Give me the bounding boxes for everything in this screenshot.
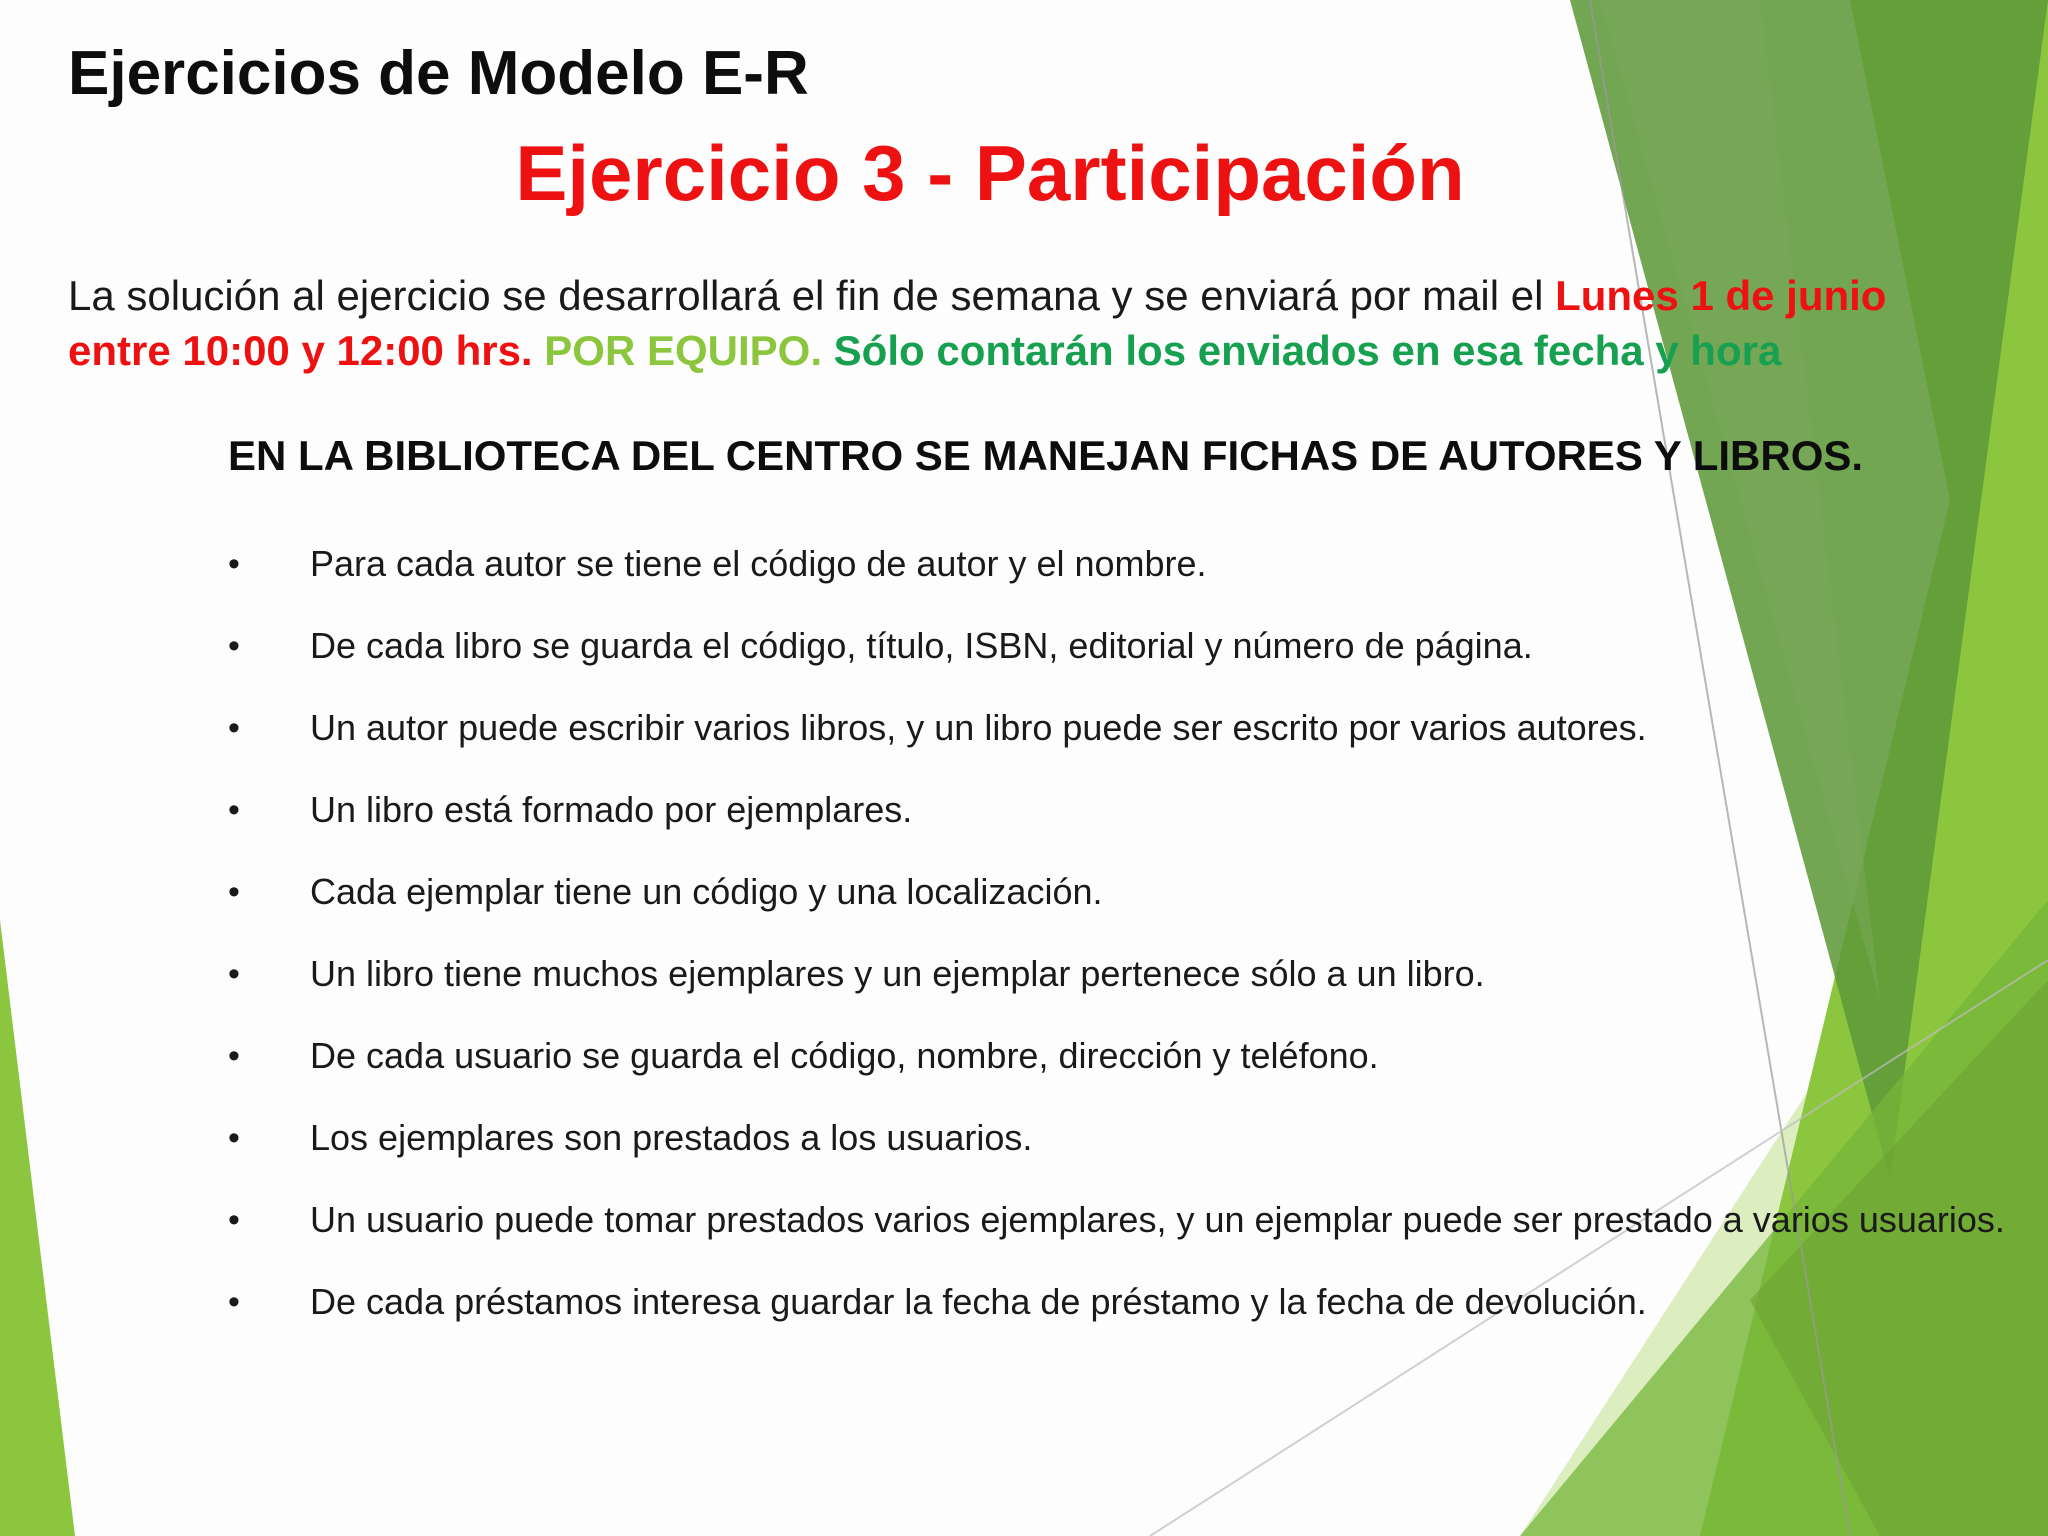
- list-item-text: Para cada autor se tiene el código de autor y el nombre.: [310, 543, 1207, 584]
- notice-text: La solución al ejercicio se desarrollará el fin de semana y se enviará por mail el: [68, 272, 1556, 319]
- bullet-icon: •: [228, 873, 240, 911]
- bullet-icon: •: [228, 1283, 240, 1321]
- exercise-title: Ejercicio 3 - Participación: [515, 129, 1465, 217]
- bullet-icon: •: [228, 545, 240, 583]
- list-item-text: De cada préstamos interesa guardar la fecha de préstamo y la fecha de devolución.: [310, 1281, 1647, 1322]
- notice-condition: Sólo contarán los enviados en esa fecha y hora: [833, 327, 1782, 374]
- list-item-text: Un usuario puede tomar prestados varios ejemplares, y un ejemplar puede ser prestado a varios usuarios.: [310, 1199, 2005, 1240]
- list-item: [228, 1114, 2028, 1162]
- list-item-text: Un libro está formado por ejemplares.: [310, 789, 913, 830]
- notice-deadline: Lunes 1 de junio entre 10:00 y 12:00 hrs.: [68, 272, 1887, 374]
- bullet-icon: •: [228, 791, 240, 829]
- list-item-text: Un libro tiene muchos ejemplares y un ejemplar pertenece sólo a un libro.: [310, 953, 1485, 994]
- list-item-text: Un autor puede escribir varios libros, y un libro puede ser escrito por varios autores.: [310, 707, 1647, 748]
- list-item: [228, 1196, 2028, 1244]
- list-item-text: De cada libro se guarda el código, título, ISBN, editorial y número de página.: [310, 625, 1533, 666]
- list-item: [228, 786, 2028, 834]
- bullet-icon: •: [228, 709, 240, 747]
- list-item: [228, 868, 2028, 916]
- list-item: [228, 704, 2028, 752]
- list-item: [228, 1032, 2028, 1080]
- bullet-icon: •: [228, 1119, 240, 1157]
- requirements-list: [228, 540, 2028, 1360]
- problem-heading: EN LA BIBLIOTECA DEL CENTRO SE MANEJAN FICHAS DE AUTORES Y LIBROS.: [228, 432, 1864, 479]
- list-item-text: De cada usuario se guarda el código, nombre, dirección y teléfono.: [310, 1035, 1379, 1076]
- list-item: [228, 1278, 2028, 1326]
- bullet-icon: •: [228, 1037, 240, 1075]
- submission-notice: [68, 268, 1968, 378]
- list-item: [228, 622, 2028, 670]
- list-item: [228, 950, 2028, 998]
- list-item-text: Cada ejemplar tiene un código y una localización.: [310, 871, 1103, 912]
- bullet-icon: •: [228, 627, 240, 665]
- slide-title: Ejercicios de Modelo E-R: [68, 39, 809, 108]
- bullet-icon: •: [228, 1201, 240, 1239]
- list-item: [228, 540, 2028, 588]
- notice-team: POR EQUIPO.: [544, 327, 822, 374]
- list-item-text: Los ejemplares son prestados a los usuarios.: [310, 1117, 1033, 1158]
- bullet-icon: •: [228, 955, 240, 993]
